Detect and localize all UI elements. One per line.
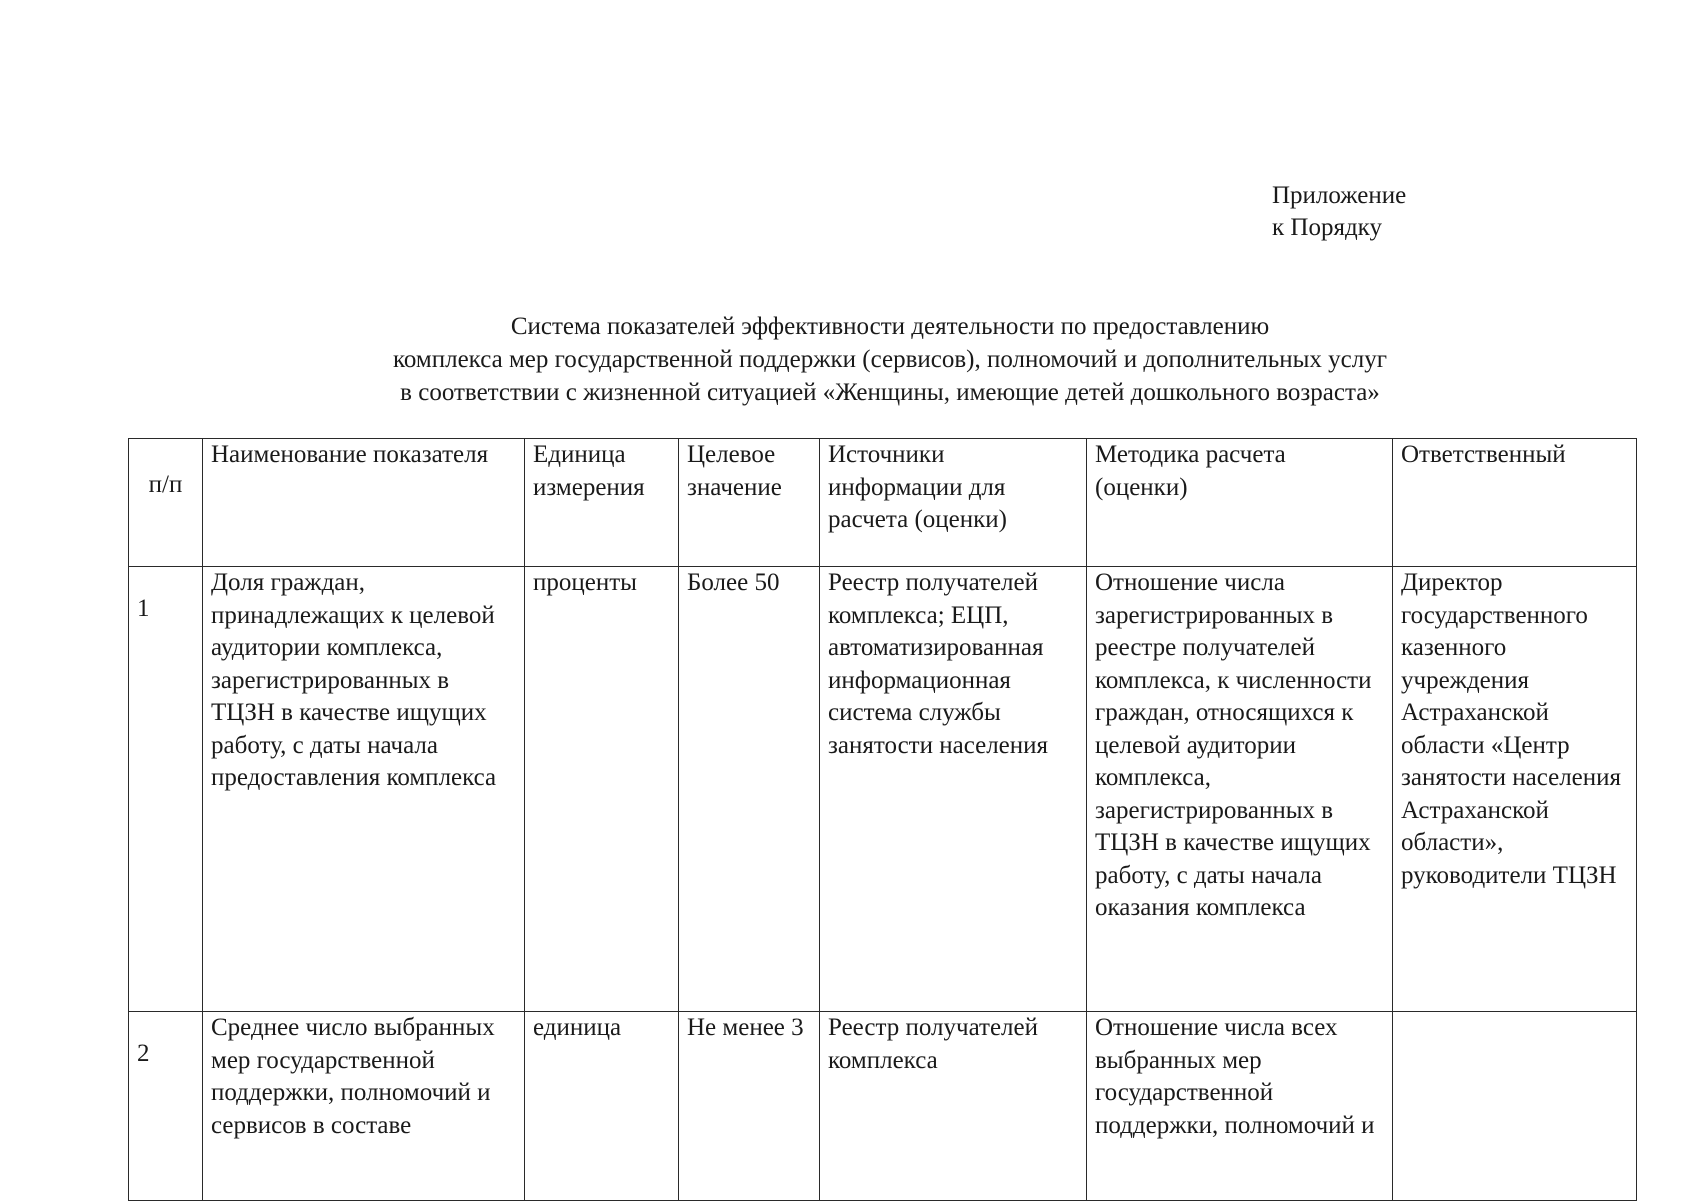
cell-name: Среднее число выбранных мер государственной поддержки, полномочий и сервисов в составе [203, 1012, 525, 1201]
table-row [129, 567, 1637, 1012]
cell-unit: проценты [525, 567, 679, 1012]
cell-sources: Реестр получателей комплекса [820, 1012, 1087, 1201]
appendix-line-1: Приложение [1272, 182, 1407, 209]
cell-num: 1 [129, 567, 203, 1012]
cell-unit: единица [525, 1012, 679, 1201]
title-line-2: комплекса мер государственной поддержки (сервисов), полномочий и дополнительных услуг [393, 346, 1387, 373]
header-sources: Источники информации для расчета (оценки) [820, 439, 1087, 567]
cell-num: 2 [129, 1012, 203, 1201]
title-line-3: в соответствии с жизненной ситуацией «Женщины, имеющие детей дошкольного возраста» [400, 379, 1380, 406]
cell-method: Отношение числа всех выбранных мер государственной поддержки, полномочий и [1087, 1012, 1393, 1201]
appendix-line-2: к Порядку [1272, 214, 1382, 241]
cell-name: Доля граждан, принадлежащих к целевой аудитории комплекса, зарегистрированных в ТЦЗН в качестве ищущих работу, с даты начала предоставления комплекса [203, 567, 525, 1012]
cell-responsible [1393, 1012, 1637, 1201]
header-responsible: Ответственный [1393, 439, 1637, 567]
cell-target: Более 50 [679, 567, 820, 1012]
header-unit: Единица измерения [525, 439, 679, 567]
header-target: Целевое значение [679, 439, 820, 567]
cell-responsible: Директор государственного казенного учреждения Астраханской области «Центр занятости населения Астраханской области», руководители ТЦЗН [1393, 567, 1637, 1012]
cell-target: Не менее 3 [679, 1012, 820, 1201]
table-row [129, 1012, 1637, 1201]
cell-method: Отношение числа зарегистрированных в реестре получателей комплекса, к численности граждан, относящихся к целевой аудитории комплекса, зарегистрированных в ТЦЗН в качестве ищущих работу, с даты начала оказания комплекса [1087, 567, 1393, 1012]
title-line-1: Система показателей эффективности деятельности по предоставлению [510, 313, 1270, 340]
document-title [0, 310, 1696, 409]
indicators-table [128, 438, 1637, 1201]
header-method: Методика расчета (оценки) [1087, 439, 1393, 567]
table-header-row [129, 439, 1637, 567]
header-name: Наименование показателя [203, 439, 525, 567]
appendix-note [1272, 180, 1406, 244]
header-num: п/п [129, 439, 203, 567]
cell-sources: Реестр получателей комплекса; ЕЦП, автоматизированная информационная система службы занятости населения [820, 567, 1087, 1012]
